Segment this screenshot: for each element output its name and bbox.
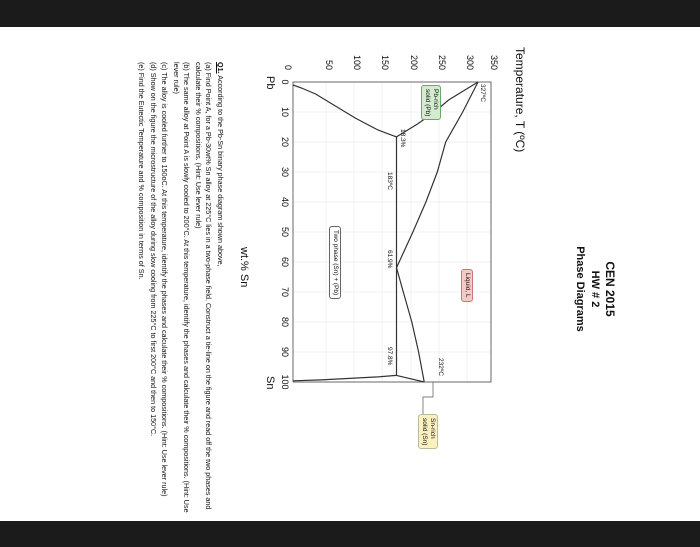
homework-number: HW # 2 [589, 270, 601, 308]
region-sn-rich-line1: Sn-rich [429, 418, 436, 439]
questions-section [135, 62, 225, 522]
x-tick-10: 10 [280, 106, 290, 117]
phase-boundary-5 [293, 375, 397, 380]
phase-boundary-3 [293, 85, 397, 137]
question-intro [215, 62, 226, 522]
x-tick-20: 20 [280, 136, 290, 147]
phase-boundary-6 [397, 375, 425, 382]
question-b: (b) The same alloy at Point A is slowly cooled to 200°C. At this temperature, identify the phases and calculate their % compositions. (Hint: Use lever rule) [172, 62, 192, 513]
course-code: CEN 2015 [603, 261, 617, 317]
question-number: Q1. [216, 62, 225, 74]
x-tick-40: 40 [280, 196, 290, 207]
x-tick-0: 0 [280, 79, 290, 85]
y-tick-50: 50 [324, 59, 334, 70]
region-pb-rich-label [421, 85, 441, 120]
y-tick-100: 100 [352, 54, 362, 70]
region-pb-rich-line1: Pb-rich [432, 89, 439, 110]
document-title: Phase Diagrams [574, 246, 586, 332]
annotation-pb-melting: 327ºC [479, 84, 486, 102]
y-tick-150: 150 [380, 54, 390, 70]
phase-boundary-1 [397, 268, 425, 382]
question-a: (a) Find Point A, for a Pb-30wt% Sn alloy at 225°C lies in a two-phase field. Construct a tie-line on the figure and read off the two phases and calculate their % compositions. (Hint: Use lever rule) [194, 62, 214, 510]
y-tick-200: 200 [409, 54, 419, 70]
x-axis-left-end: Pb [264, 76, 276, 90]
annotation-comp-pb-rich: 18.3% [399, 129, 406, 148]
region-pb-rich-line2: solid (Pb) [424, 89, 431, 117]
y-tick-0: 0 [283, 64, 293, 70]
x-tick-30: 30 [280, 166, 290, 177]
x-axis-label: wt.% Sn [238, 247, 250, 288]
y-tick-350: 350 [489, 54, 499, 70]
annotation-eutectic-temp: 183ºC [386, 172, 393, 190]
document-page [0, 27, 700, 521]
x-tick-50: 50 [280, 226, 290, 237]
question-c: (c) The alloy is cooled further to 150oC. At this temperature, identify the phases and calculate their % compositions. (Hint: Use lever rule) [160, 62, 170, 497]
x-tick-100: 100 [280, 374, 290, 390]
question-d: (d) Show on the figure the microstructure of the alloy during slow cooling from 225°C to first 200°C and then to 150°C. [149, 62, 158, 437]
x-tick-70: 70 [280, 286, 290, 297]
y-tick-300: 300 [465, 54, 475, 70]
x-tick-60: 60 [280, 256, 290, 267]
region-sn-rich-line2: solid (Sn) [421, 418, 428, 446]
annotation-sn-melting: 232ºC [437, 358, 444, 376]
y-tick-250: 250 [437, 54, 447, 70]
x-tick-90: 90 [280, 346, 290, 357]
diagram-gridlines [293, 82, 491, 382]
x-axis-right-end: Sn [264, 376, 276, 390]
rotated-document [0, 42, 695, 536]
y-axis-label: Temperature, T (ºC) [513, 47, 527, 153]
region-liquid-label: Liquid, L [461, 269, 473, 302]
annotation-comp-eutectic: 61.9% [386, 250, 393, 269]
region-sn-rich-label [418, 414, 438, 449]
annotation-comp-sn-rich: 97.8% [386, 347, 393, 366]
x-tick-80: 80 [280, 316, 290, 327]
region-two-phase-label: Two phase (Sn) + (Pb) [329, 226, 341, 299]
question-intro-text: According to the Pb-Sn binary phase diagram shown above, [216, 73, 225, 267]
question-e: (e) Find the Eutectic Temperature and % composition in terms of Sn. [137, 62, 147, 280]
